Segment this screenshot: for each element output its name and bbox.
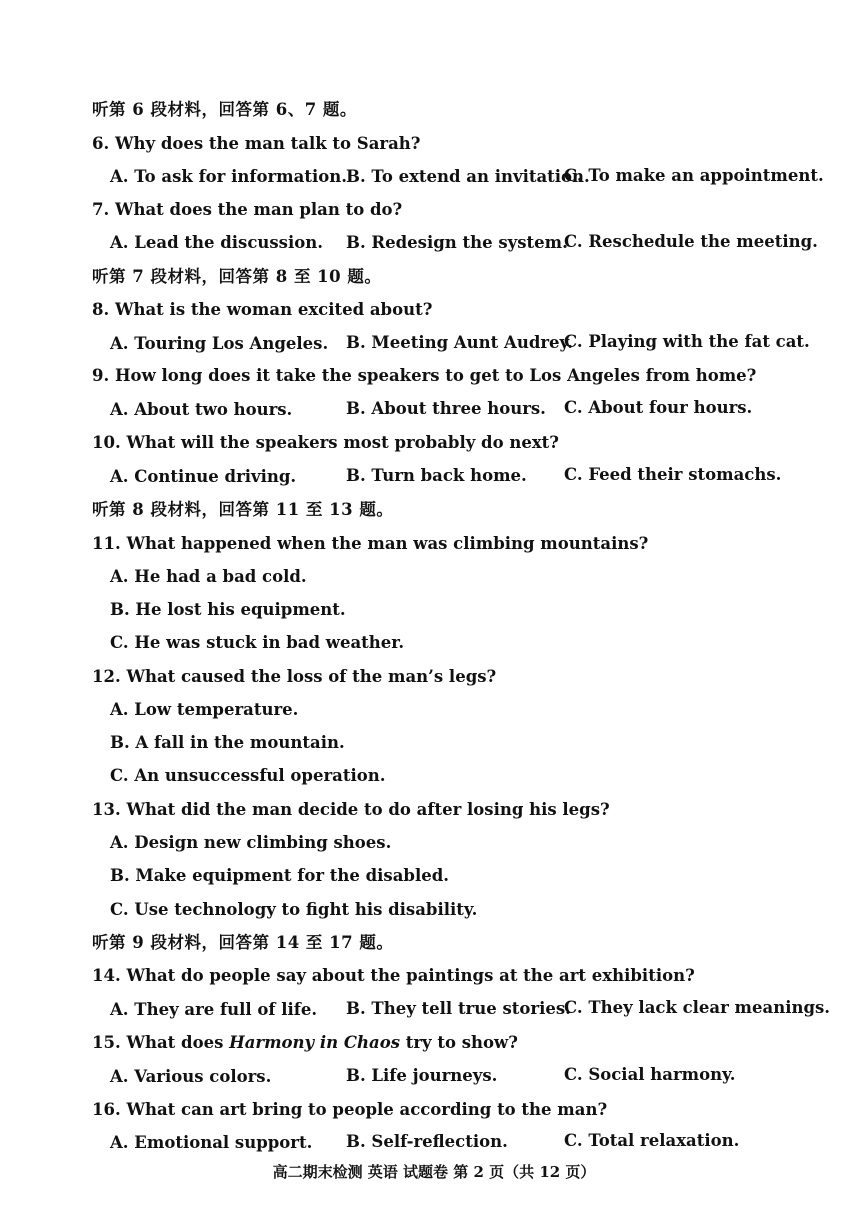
page-footer: 高二期末检测 英语 试题卷 第 2 页（共 12 页） [272,1163,596,1181]
question-15-stem [92,1033,518,1053]
question-8-option-a: A. Touring Los Angeles. [110,334,329,353]
question-11-option-b: B. He lost his equipment. [110,600,346,619]
question-16-option-a: A. Emotional support. [110,1133,313,1152]
section-header-8: 听第 8 段材料，回答第 11 至 13 题。 [92,500,394,519]
question-8-option-b: B. Meeting Aunt Audrey. [346,333,573,352]
question-10-option-c: C. Feed their stomachs. [564,465,782,484]
question-11-option-a: A. He had a bad cold. [110,567,307,586]
question-15-option-b: B. Life journeys. [346,1066,498,1085]
section-header-6: 听第 6 段材料，回答第 6、7 题。 [92,100,357,119]
question-10-option-a: A. Continue driving. [110,467,297,486]
question-12-stem: 12. What caused the loss of the man’s legs? [92,667,497,686]
question-7-option-c: C. Reschedule the meeting. [564,232,818,251]
question-11-option-c: C. He was stuck in bad weather. [110,633,405,652]
question-13-option-c: C. Use technology to fight his disability. [110,900,478,919]
question-12-option-b: B. A fall in the mountain. [110,733,345,752]
question-15-artwork-title: Harmony in Chaos [229,1033,400,1052]
question-7-option-a: A. Lead the discussion. [110,233,323,252]
question-9-option-b: B. About three hours. [346,399,546,418]
question-6-option-c: C. To make an appointment. [564,166,824,185]
question-9-option-a: A. About two hours. [110,400,293,419]
question-16-option-c: C. Total relaxation. [564,1131,740,1150]
question-9-option-c: C. About four hours. [564,398,753,417]
question-9-stem: 9. How long does it take the speakers to get to Los Angeles from home? [92,366,757,385]
question-14-stem: 14. What do people say about the paintings at the art exhibition? [92,966,695,985]
question-13-option-a: A. Design new climbing shoes. [110,833,392,852]
question-6-option-b: B. To extend an invitation. [346,167,590,186]
question-14-option-c: C. They lack clear meanings. [564,998,831,1017]
question-10-option-b: B. Turn back home. [346,466,527,485]
question-15-stem-prefix: 15. What does [92,1033,230,1052]
question-6-stem: 6. Why does the man talk to Sarah? [92,134,421,153]
question-14-option-b: B. They tell true stories. [346,999,571,1018]
section-header-7: 听第 7 段材料，回答第 8 至 10 题。 [92,267,382,286]
question-6-option-a: A. To ask for information. [110,167,347,186]
question-8-stem: 8. What is the woman excited about? [92,300,433,319]
question-15-stem-suffix: try to show? [400,1033,518,1052]
question-15-option-c: C. Social harmony. [564,1065,736,1084]
question-12-option-a: A. Low temperature. [110,700,299,719]
question-13-stem: 13. What did the man decide to do after losing his legs? [92,800,610,819]
question-10-stem: 10. What will the speakers most probably do next? [92,433,559,452]
question-7-stem: 7. What does the man plan to do? [92,200,403,219]
question-11-stem: 11. What happened when the man was climbing mountains? [92,534,649,553]
question-7-option-b: B. Redesign the system. [346,233,568,252]
question-14-option-a: A. They are full of life. [110,1000,318,1019]
question-16-option-b: B. Self-reflection. [346,1132,508,1151]
question-13-option-b: B. Make equipment for the disabled. [110,866,449,885]
question-8-option-c: C. Playing with the fat cat. [564,332,810,351]
section-header-9: 听第 9 段材料，回答第 14 至 17 题。 [92,933,394,952]
question-16-stem: 16. What can art bring to people according to the man? [92,1100,608,1119]
question-12-option-c: C. An unsuccessful operation. [110,766,386,785]
question-15-option-a: A. Various colors. [110,1067,272,1086]
